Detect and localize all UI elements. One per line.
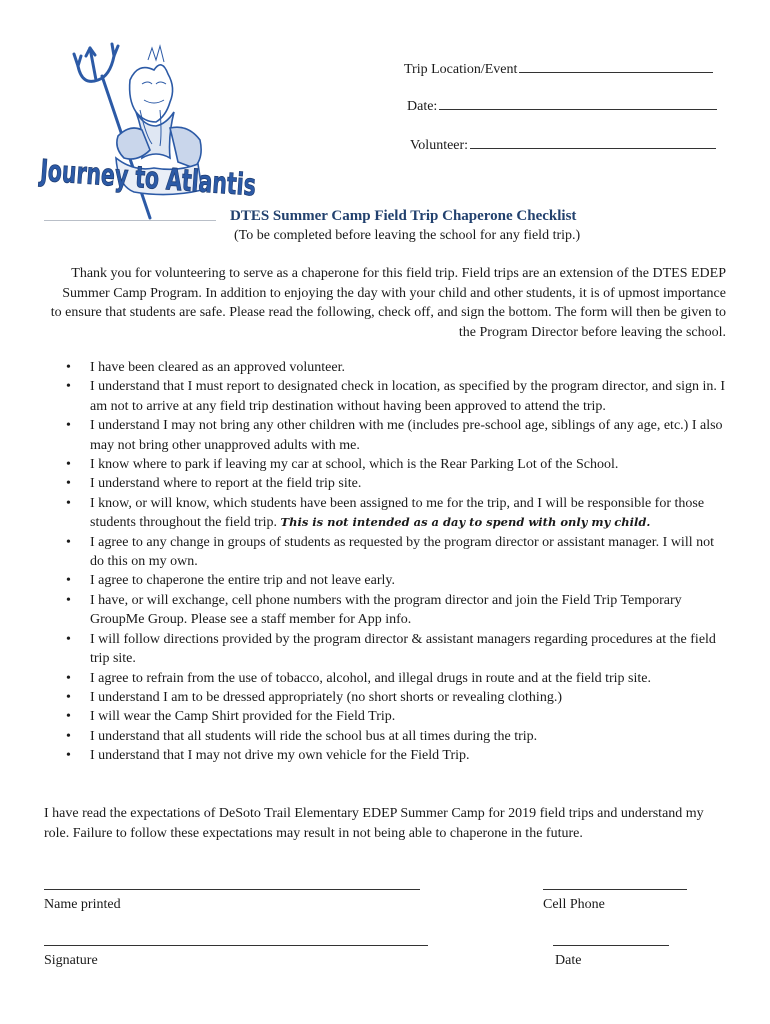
- name-printed-line[interactable]: [44, 889, 420, 890]
- checklist-item: • I agree to refrain from the use of tobacco, alcohol, and illegal drugs in route and at the field trip site.: [58, 669, 728, 688]
- date-line[interactable]: [439, 97, 717, 110]
- checklist-item: • I understand that I may not drive my own vehicle for the Field Trip.: [58, 746, 728, 765]
- checklist-item: • I agree to chaperone the entire trip and not leave early.: [58, 571, 728, 590]
- trip-location-field[interactable]: [404, 60, 713, 78]
- trip-location-line[interactable]: [519, 60, 713, 73]
- checklist-item: • I have, or will exchange, cell phone numbers with the program director and join the Field Trip Temporary GroupMe Group. Please see a staff member for App info.: [58, 591, 728, 630]
- checklist-item: • I know where to park if leaving my car at school, which is the Rear Parking Lot of the School.: [58, 455, 728, 474]
- acknowledgement-paragraph: I have read the expectations of DeSoto Trail Elementary EDEP Summer Camp for 2019 field trips and understand my role. Failure to follow these expectations may result in not being able to chaperone in the future.: [44, 806, 704, 841]
- intro-paragraph: Thank you for volunteering to serve as a chaperone for this field trip. Field trips are an extension of the DTES EDEP Summer Camp Program. In addition to enjoying the day with your child and other students, it is of upmost importance to ensure that students are safe. Please read the following, check off, and sign the bottom. The form will then be given to the Program Director before leaving the school.: [50, 266, 726, 340]
- page-subtitle: (To be completed before leaving the school for any field trip.): [234, 228, 581, 243]
- trip-location-label: Trip Location/Event: [404, 62, 518, 77]
- signature-date-line[interactable]: [553, 945, 669, 946]
- signature-line[interactable]: [44, 945, 428, 946]
- volunteer-label: Volunteer:: [410, 138, 469, 153]
- signature-label: Signature: [44, 953, 98, 968]
- logo-underline: [44, 220, 216, 221]
- name-printed-label: Name printed: [44, 897, 121, 912]
- checklist-item: • I know, or will know, which students have been assigned to me for the trip, and I will be responsible for those students throughout the field trip. This is not intended as a day to spend with only my child.: [58, 494, 728, 533]
- checklist-item: • I understand I may not bring any other children with me (includes pre-school age, siblings of any age, etc.) I also may not bring other unapproved adults with me.: [58, 416, 728, 455]
- checklist-item: • I understand that I must report to designated check in location, as specified by the program director, and sign in. I am not to arrive at any field trip destination without having been approved to attend the trip.: [58, 377, 728, 416]
- checklist-item: • I will wear the Camp Shirt provided for the Field Trip.: [58, 707, 728, 726]
- chaperone-checklist: [58, 358, 728, 766]
- checklist-item: • I will follow directions provided by the program director & assistant managers regarding procedures at the field trip site.: [58, 630, 728, 669]
- date-field[interactable]: [407, 97, 717, 115]
- cell-phone-line[interactable]: [543, 889, 687, 890]
- signature-date-label: Date: [555, 953, 582, 968]
- volunteer-field[interactable]: [410, 136, 716, 154]
- logo-text: Journey to Atlantis: [39, 153, 358, 211]
- checklist-item: • I understand where to report at the field trip site.: [58, 474, 728, 493]
- checklist-item: • I understand I am to be dressed appropriately (no short shorts or revealing clothing.): [58, 688, 728, 707]
- checklist-item: • I agree to any change in groups of students as requested by the program director or assistant manager. I will not do this on my own.: [58, 533, 728, 572]
- checklist-item: • I have been cleared as an approved volunteer.: [58, 358, 728, 377]
- date-label: Date:: [407, 99, 438, 114]
- page-title: DTES Summer Camp Field Trip Chaperone Checklist: [230, 208, 577, 224]
- cell-phone-label: Cell Phone: [543, 897, 605, 912]
- emphasis-note: This is not intended as a day to spend with only my child.: [280, 515, 651, 530]
- volunteer-line[interactable]: [470, 136, 716, 149]
- journey-to-atlantis-logo: [38, 40, 358, 222]
- checklist-item: • I understand that all students will ride the school bus at all times during the trip.: [58, 727, 728, 746]
